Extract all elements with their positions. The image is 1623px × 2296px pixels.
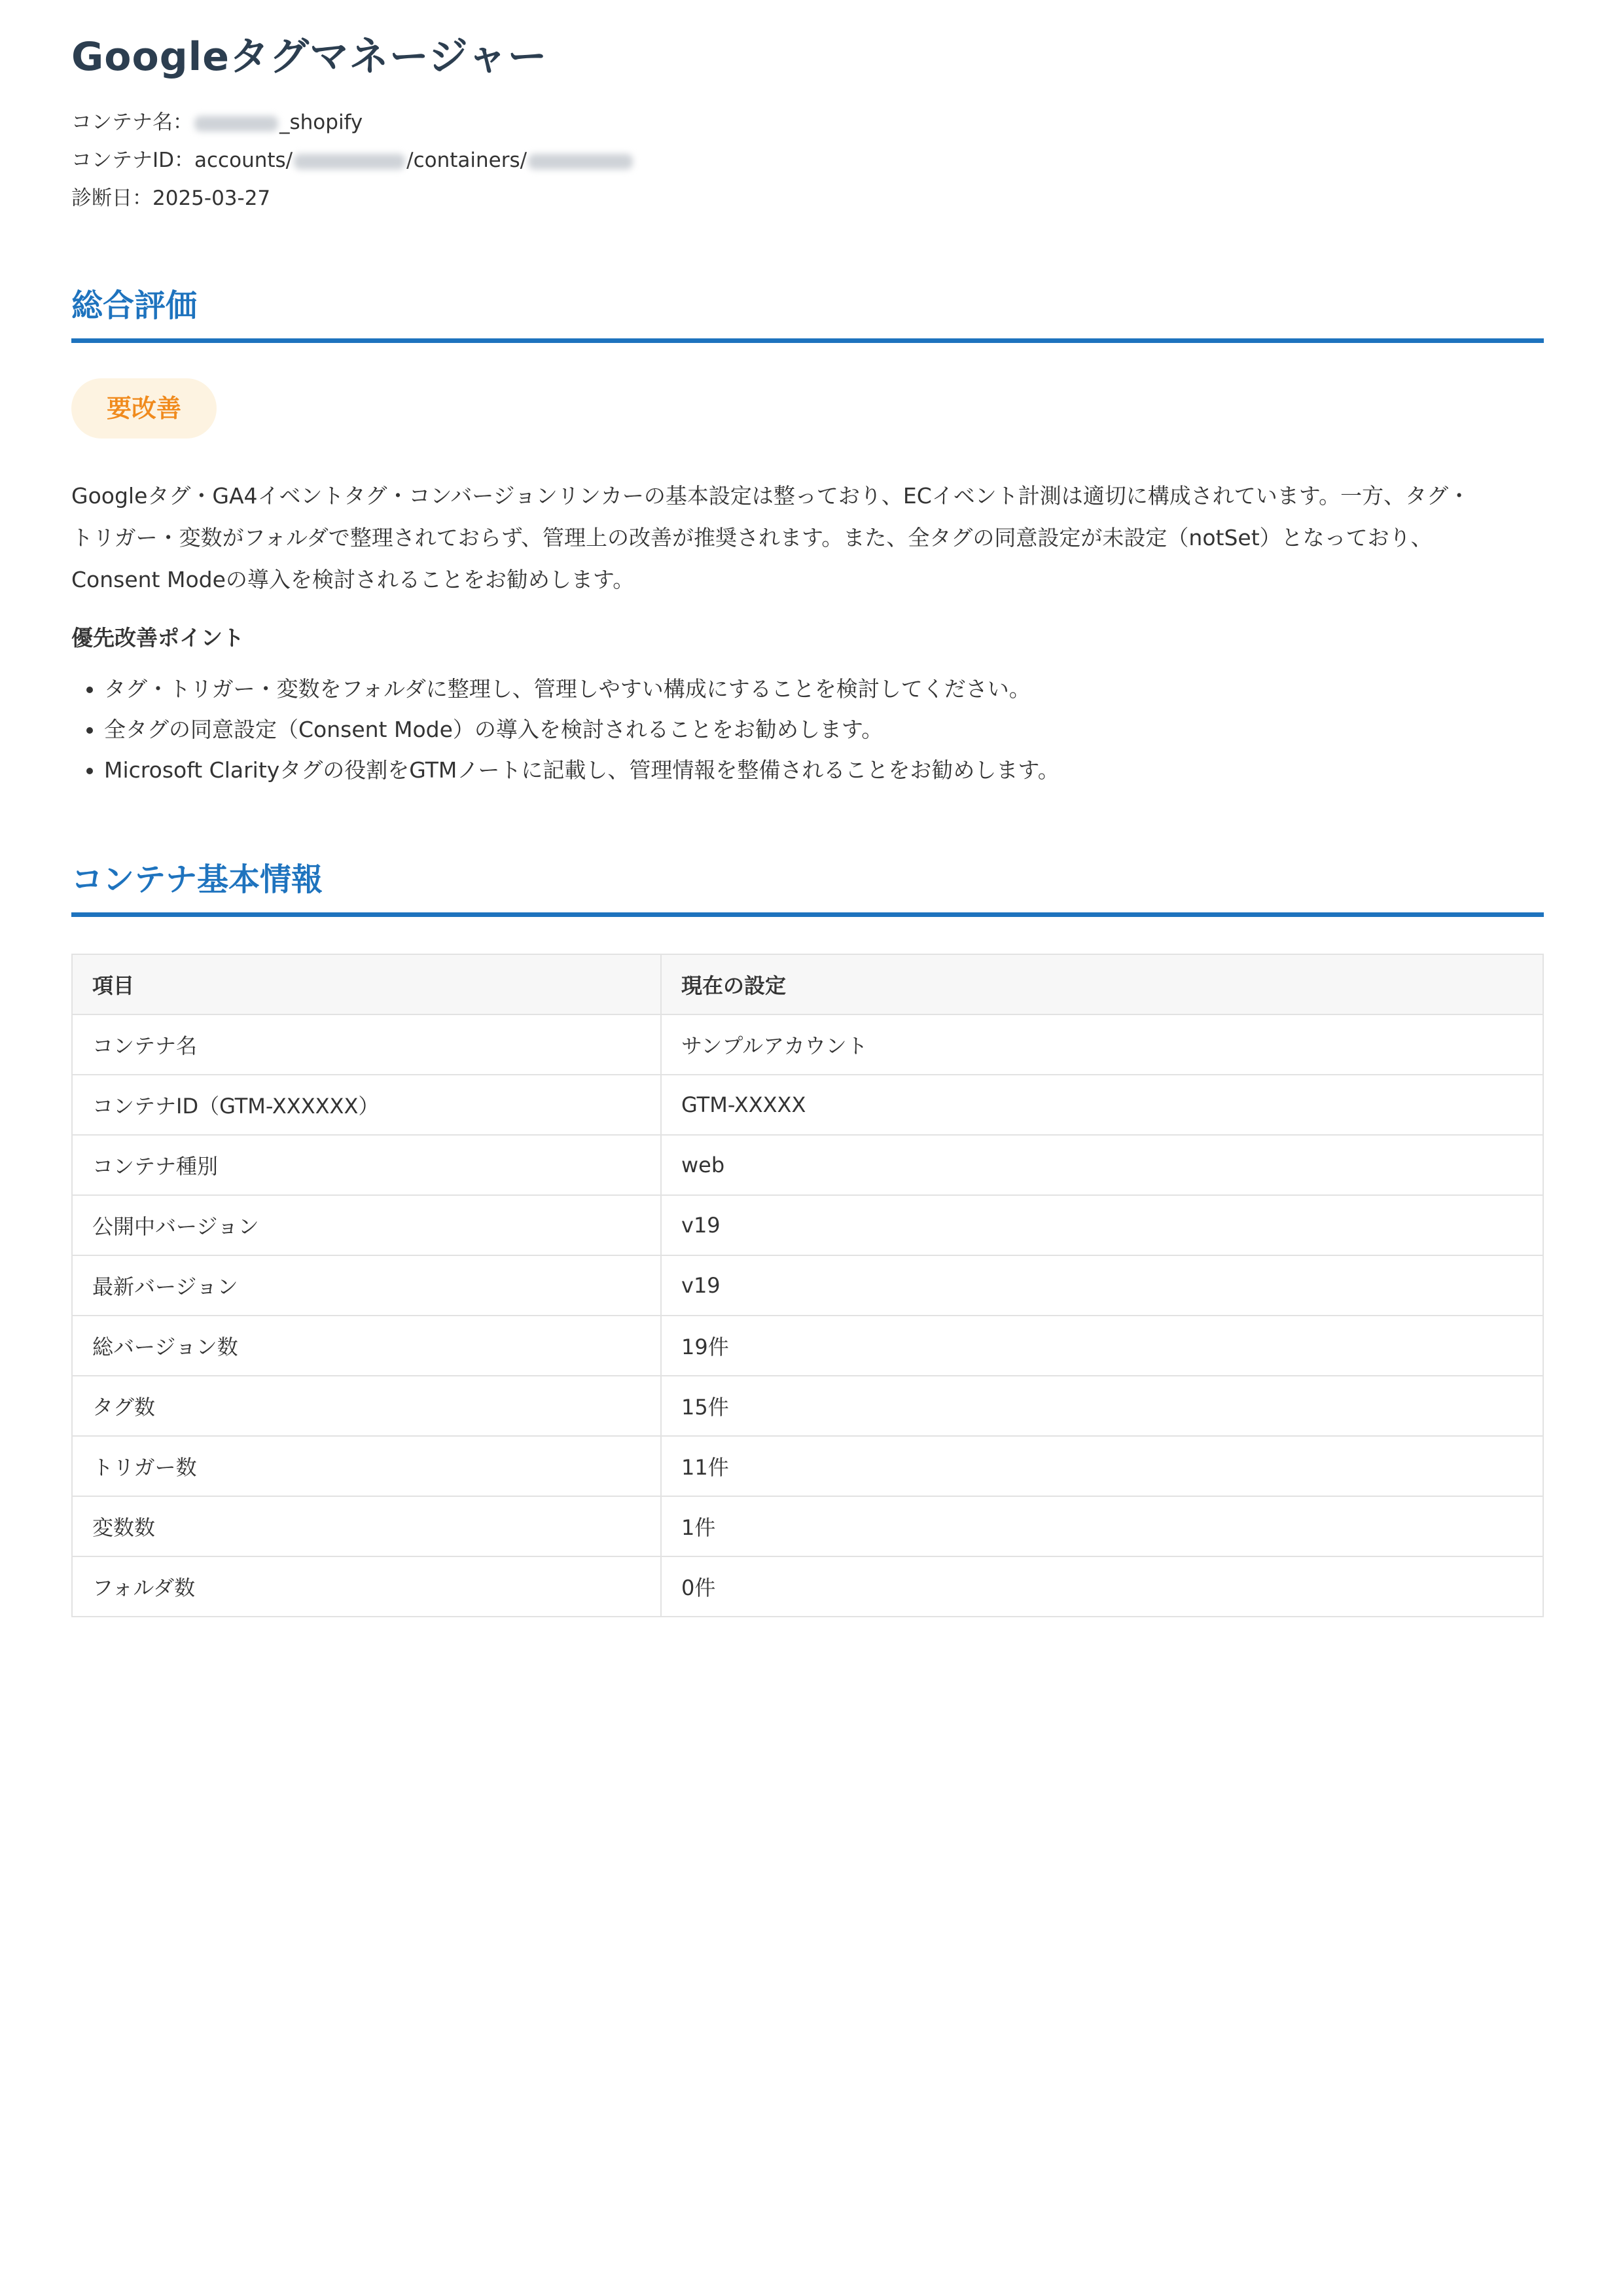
table-row <box>72 1436 1543 1496</box>
table-row <box>72 1556 1543 1617</box>
container-name-row <box>71 103 634 141</box>
table-cell-value: GTM-XXXXX <box>661 1075 1543 1135</box>
redacted-text <box>528 154 633 170</box>
table-cell-item: 公開中バージョン <box>72 1195 661 1255</box>
table-cell-value: v19 <box>661 1255 1543 1316</box>
table-row <box>72 1376 1543 1436</box>
table-header-row <box>72 954 1543 1014</box>
container-id-label: コンテナID： <box>71 149 195 172</box>
table-row <box>72 1195 1543 1255</box>
table-cell-value: サンプルアカウント <box>661 1014 1543 1075</box>
overall-evaluation-heading: 総合評価 <box>71 285 1544 343</box>
redacted-text <box>194 116 278 132</box>
container-id-prefix: accounts/ <box>194 149 293 172</box>
overall-summary <box>71 475 1544 601</box>
diagnosis-date-label: 診断日： <box>71 187 152 210</box>
page-title: Googleタグマネージャー <box>71 34 548 80</box>
list-item: • タグ・トリガー・変数をフォルダに整理し、管理しやすい構成にすることを検討してください。 <box>104 669 1060 709</box>
summary-line: Consent Modeの導入を検討されることをお勧めします。 <box>71 567 635 592</box>
table-cell-item: フォルダ数 <box>72 1556 661 1617</box>
list-item: • 全タグの同意設定（Consent Mode）の導入を検討されることをお勧めします。 <box>104 709 1060 750</box>
table-cell-item: コンテナ名 <box>72 1014 661 1075</box>
table-cell-value: 0件 <box>661 1556 1543 1617</box>
priority-points-heading: 優先改善ポイント <box>71 625 244 651</box>
diagnosis-date-row <box>71 179 634 217</box>
column-header-setting: 現在の設定 <box>661 954 1543 1014</box>
container-name-suffix: _shopify <box>279 111 363 134</box>
list-item: • Microsoft Clarityタグの役割をGTMノートに記載し、管理情報を整備されることをお勧めします。 <box>104 750 1060 791</box>
table-cell-item: 総バージョン数 <box>72 1316 661 1376</box>
priority-points-list <box>71 669 1060 791</box>
table-row <box>72 1075 1543 1135</box>
table-cell-value: 15件 <box>661 1376 1543 1436</box>
container-basic-info-heading: コンテナ基本情報 <box>71 859 1544 917</box>
container-id-row <box>71 141 634 179</box>
table-row <box>72 1255 1543 1316</box>
container-id-middle: /containers/ <box>406 149 527 172</box>
table-row <box>72 1135 1543 1195</box>
table-cell-item: コンテナID（GTM-XXXXXX） <box>72 1075 661 1135</box>
container-meta <box>71 103 634 217</box>
table-cell-item: コンテナ種別 <box>72 1135 661 1195</box>
table-cell-item: トリガー数 <box>72 1436 661 1496</box>
diagnosis-date: 2025-03-27 <box>152 187 271 210</box>
table-cell-value: v19 <box>661 1195 1543 1255</box>
table-row <box>72 1014 1543 1075</box>
redacted-text <box>294 154 405 170</box>
table-cell-item: 最新バージョン <box>72 1255 661 1316</box>
container-info-table <box>71 954 1544 1617</box>
summary-line: Googleタグ・GA4イベントタグ・コンバージョンリンカーの基本設定は整っており、ECイベント計測は適切に構成されています。一方、タグ・ <box>71 483 1471 509</box>
container-name-label: コンテナ名： <box>71 111 193 134</box>
table-cell-value: web <box>661 1135 1543 1195</box>
table-cell-item: 変数数 <box>72 1496 661 1556</box>
table-cell-value: 19件 <box>661 1316 1543 1376</box>
status-badge: 要改善 <box>71 378 217 439</box>
column-header-item: 項目 <box>72 954 661 1014</box>
table-row <box>72 1316 1543 1376</box>
summary-line: トリガー・変数がフォルダで整理されておらず、管理上の改善が推奨されます。また、全タグの同意設定が未設定（notSet）となっており、 <box>71 525 1433 550</box>
table-cell-item: タグ数 <box>72 1376 661 1436</box>
table-cell-value: 11件 <box>661 1436 1543 1496</box>
table-cell-value: 1件 <box>661 1496 1543 1556</box>
table-row <box>72 1496 1543 1556</box>
